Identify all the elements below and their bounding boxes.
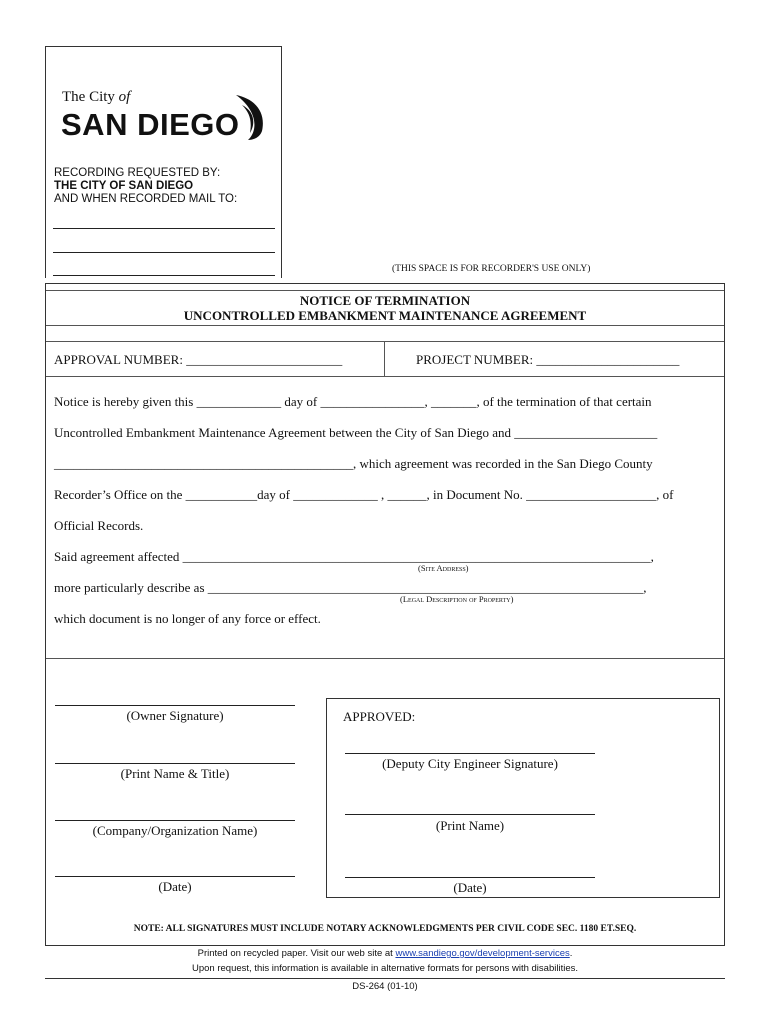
- form-title: [46, 290, 724, 326]
- approved-label: APPROVED:: [343, 709, 416, 724]
- deputy-signature-label: (Deputy City Engineer Signature): [382, 756, 558, 771]
- alt-formats-note: Upon request, this information is available in alternative formats for persons with disabilities.: [192, 963, 578, 974]
- legal-description-label: (Legal Description of Property): [400, 594, 514, 604]
- form-id: DS-264 (01-10): [352, 981, 418, 992]
- numbers-row: [46, 341, 724, 377]
- city-name-label: THE CITY OF SAN DIEGO: [54, 180, 194, 192]
- mail-to-line-3[interactable]: [53, 274, 275, 276]
- legal-description-field[interactable]: more particularly describe as ___________________________________________________________________,: [54, 580, 647, 595]
- mail-to-label: AND WHEN RECORDED MAIL TO:: [54, 193, 238, 205]
- mail-to-line-2[interactable]: [53, 251, 275, 253]
- notice-line-4[interactable]: Recorder’s Office on the ___________day of _____________ , ______, in Document No. ____________________, of: [54, 487, 674, 502]
- notice-line-2[interactable]: Uncontrolled Embankment Maintenance Agreement between the City of San Diego and ______________________: [54, 425, 658, 440]
- city-logo-mark-icon: [232, 91, 268, 141]
- owner-date-label: (Date): [158, 879, 192, 894]
- print-name-title-line[interactable]: [55, 762, 295, 764]
- notice-line-1[interactable]: Notice is hereby given this _____________ day of ________________, _______, of the termination of that certain: [54, 394, 652, 409]
- footer-divider: [45, 978, 725, 979]
- recording-info: [54, 167, 237, 206]
- company-name-line[interactable]: [55, 819, 295, 821]
- owner-signature-line[interactable]: [55, 704, 295, 706]
- deputy-signature-line[interactable]: [345, 752, 595, 754]
- owner-date-line[interactable]: [55, 875, 295, 877]
- project-number-field[interactable]: PROJECT NUMBER: ______________________: [416, 352, 680, 367]
- print-name-label: (Print Name): [435, 818, 505, 833]
- notice-line-8: which document is no longer of any force or effect.: [54, 611, 321, 626]
- approval-number-field[interactable]: APPROVAL NUMBER: ________________________: [54, 352, 343, 367]
- recording-box: [45, 46, 282, 278]
- recording-requested-label: RECORDING REQUESTED BY:: [54, 167, 221, 179]
- form-body: [45, 283, 725, 946]
- approved-date-label: (Date): [453, 880, 487, 895]
- print-name-line[interactable]: [345, 813, 595, 815]
- title-line-1: NOTICE OF TERMINATION: [299, 293, 471, 308]
- notice-line-3[interactable]: ______________________________________________, which agreement was recorded in the San Diego County: [54, 456, 653, 471]
- website-link[interactable]: www.sandiego.gov/development-services: [395, 948, 570, 959]
- logo-small-text: The City of: [62, 89, 131, 105]
- recorder-use-note: (THIS SPACE IS FOR RECORDER'S USE ONLY): [392, 264, 591, 274]
- owner-signature-label: (Owner Signature): [126, 708, 224, 723]
- section-divider: [46, 658, 724, 659]
- site-address-field[interactable]: Said agreement affected ________________________________________________________________________,: [54, 549, 654, 564]
- numbers-divider: [384, 342, 385, 376]
- recycled-note: Printed on recycled paper. Visit our web site at www.sandiego.gov/development-services.: [197, 948, 573, 959]
- title-line-2: UNCONTROLLED EMBANKMENT MAINTENANCE AGREEMENT: [183, 308, 587, 323]
- company-name-label: (Company/Organization Name): [92, 823, 258, 838]
- logo-big-text: SAN DIEGO: [61, 107, 240, 142]
- approved-date-line[interactable]: [345, 876, 595, 878]
- notice-line-5: Official Records.: [54, 518, 144, 533]
- approved-box: [326, 698, 720, 898]
- site-address-label: (Site Address): [418, 563, 469, 573]
- notary-note: NOTE: ALL SIGNATURES MUST INCLUDE NOTARY ACKNOWLEDGMENTS PER CIVIL CODE SEC. 1180 ET.SEQ.: [133, 924, 637, 934]
- footer: [45, 946, 725, 976]
- mail-to-line-1[interactable]: [53, 227, 275, 229]
- print-name-title-label: (Print Name & Title): [120, 766, 230, 781]
